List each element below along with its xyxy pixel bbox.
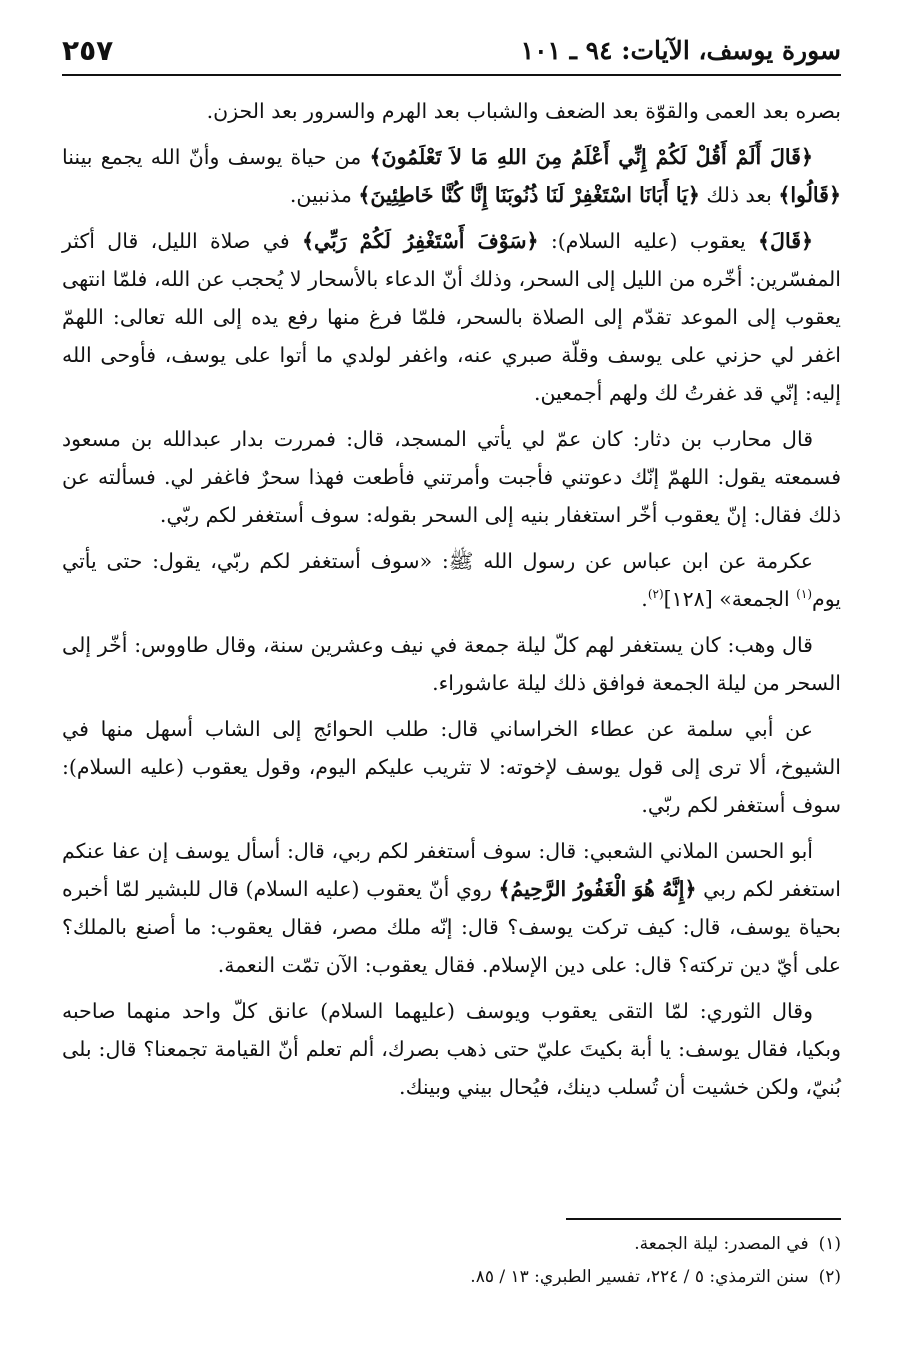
footnote-1: (١)في المصدر: ليلة الجمعة. — [634, 1234, 841, 1254]
paragraph-9: وقال الثوري: لمّا التقى يعقوب ويوسف (عليهما السلام) عانق كلّ واحد منهما صاحبه وبكيا، فقال يوسف: يا أبة بكيتَ عليّ حتى ذهب بصرك، ألم تعلم أنّ القيامة تجمعنا؟ قال: بلى بُنيّ، ولكن خشيت أن تُسلب دينك، فيُحال بيني وبينك. — [62, 999, 841, 1099]
paragraph-5: عكرمة عن ابن عباس عن رسول الله ﷺ: «سوف أستغفر لكم ربّي، يقول: حتى يأتي يوم$^{(١)}$ الجمعة» [١٢٨]$^{(٢)}$. — [62, 549, 841, 611]
main-text — [62, 92, 841, 1114]
quran-verse: ﴿سَوْفَ أَسْتَغْفِرُ لَكُمْ رَبِّي﴾ — [302, 229, 539, 253]
footnote-2: (٢)سنن الترمذي: ٥ / ٢٢٤، تفسير الطبري: ١٣ / ٨٥. — [470, 1267, 841, 1287]
paragraph-6: قال وهب: كان يستغفر لهم كلّ ليلة جمعة في نيف وعشرين سنة، وقال طاووس: أخّر إلى السحر من ليلة الجمعة فوافق ذلك ليلة عاشوراء. — [62, 633, 841, 695]
quran-verse: ﴿قَالُوا﴾ — [778, 183, 841, 207]
page-number: ٢٥٧ — [62, 33, 114, 67]
quran-verse: ﴿قَالَ﴾ — [758, 229, 814, 253]
running-title: سورة يوسف، الآيات: ٩٤ ـ ١٠١ — [520, 35, 841, 65]
paragraph-1: بصره بعد العمى والقوّة بعد الضعف والشباب بعد الهرم والسرور بعد الحزن. — [206, 99, 841, 123]
paragraph-3: ﴿قَالَ﴾ يعقوب (عليه السلام): ﴿سَوْفَ أَسْتَغْفِرُ لَكُمْ رَبِّي﴾ في صلاة الليل، قال أكثر المفسّرين: أخّره من الليل إلى السحر، وذلك أنّ الدعاء بالأسحار لا يُحجب عن الله، فلمّا انتهى يعقوب إلى الموعد تقدّم إلى الصلاة بالسحر، فلمّا فرغ منها رفع يده إلى الله تعالى: اللهمّ اغفر لي حزني على يوسف وقلّة صبري عنه، واغفر لولدي ما أتوا على يوسف، فأوحى الله إليه: إنّي قد غفرتُ لك ولهم أجمعين. — [62, 229, 841, 405]
paragraph-2: ﴿قَالَ أَلَمْ أَقُلْ لَكُمْ إِنِّي أَعْلَمُ مِنَ اللهِ مَا لاَ تَعْلَمُونَ﴾ من حياة يوسف وأنّ الله يجمع بيننا ﴿قَالُوا﴾ بعد ذلك ﴿يَا أَبَانَا اسْتَغْفِرْ لَنَا ذُنُوبَنَا إِنَّا كُنَّا خَاطِئِينَ﴾ مذنبين. — [62, 145, 841, 207]
page-header — [62, 26, 841, 76]
footnote-ref[interactable]: (١) — [796, 587, 812, 602]
footnotes — [62, 1228, 841, 1294]
footnote-ref[interactable]: (٢) — [647, 587, 664, 602]
footnote-divider — [566, 1218, 841, 1220]
quran-verse: ﴿قَالَ أَلَمْ أَقُلْ لَكُمْ إِنِّي أَعْلَمُ مِنَ اللهِ مَا لاَ تَعْلَمُونَ﴾ — [369, 145, 813, 169]
paragraph-7: عن أبي سلمة عن عطاء الخراساني قال: طلب الحوائج إلى الشاب أسهل منها في الشيوخ، ألا ترى إلى قول يوسف لإخوته: لا تثريب عليكم اليوم، وقول يعقوب (عليه السلام): سوف أستغفر لكم ربّي. — [62, 717, 841, 817]
quran-verse: ﴿إِنَّهُ هُوَ الْغَفُورُ الرَّحِيمُ﴾ — [498, 877, 697, 901]
paragraph-4: قال محارب بن دثار: كان عمّ لي يأتي المسجد، قال: فمررت بدار عبدالله بن مسعود فسمعته يقول: اللهمّ إنّك دعوتني فأجبت وأمرتني فأطعت فهذا سحرٌ فاغفر لي. فسألته عن ذلك فقال: إنّ يعقوب أخّر استغفار بنيه إلى السحر بقوله: سوف أستغفر لكم ربّي. — [62, 427, 841, 527]
quran-verse: ﴿يَا أَبَانَا اسْتَغْفِرْ لَنَا ذُنُوبَنَا إِنَّا كُنَّا خَاطِئِينَ﴾ — [358, 183, 700, 207]
paragraph-8: أبو الحسن الملاني الشعبي: قال: سوف أستغفر لكم ربي، قال: أسأل يوسف إن عفا عنكم استغفر لكم ربي ﴿إِنَّهُ هُوَ الْغَفُورُ الرَّحِيمُ﴾ روي أنّ يعقوب (عليه السلام) قال للبشير لمّا أخبره بحياة يوسف، قال: كيف تركت يوسف؟ قال: إنّه ملك مصر، فقال يعقوب: ما أصنع بالملك؟ على أيّ دين تركته؟ قال: على دين الإسلام. فقال يعقوب: الآن تمّت النعمة. — [62, 839, 841, 977]
